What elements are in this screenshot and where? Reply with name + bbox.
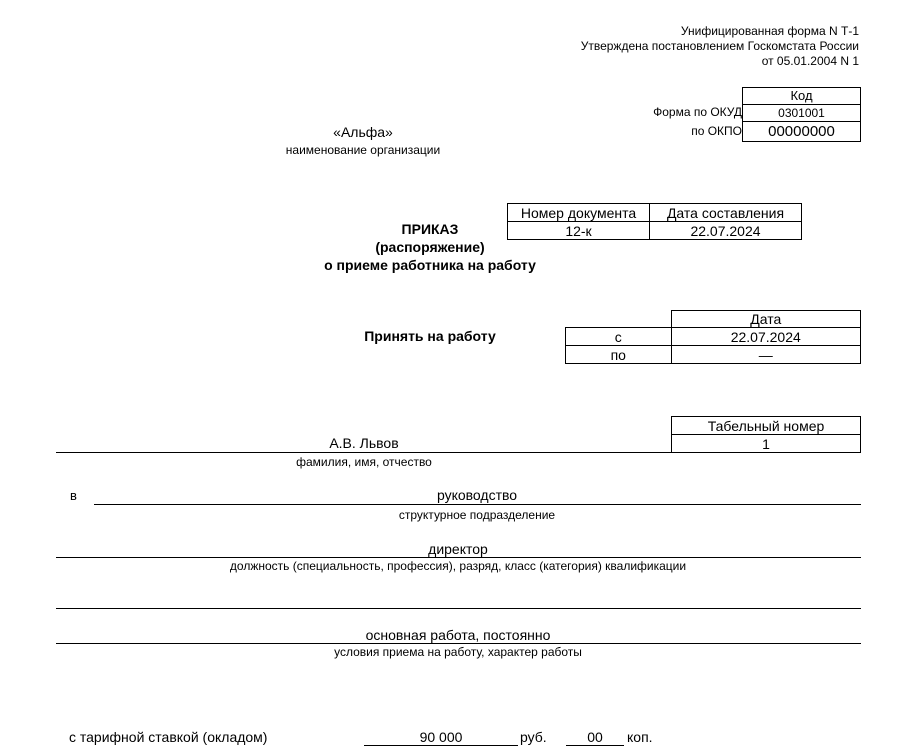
department-line	[94, 504, 861, 505]
hire-to-label: по	[566, 346, 672, 364]
position-value: директор	[428, 541, 488, 557]
department-prefix: в	[70, 488, 77, 503]
hire-from-label: с	[566, 328, 672, 346]
employee-name-caption: фамилия, имя, отчество	[296, 455, 432, 469]
okud-value: 0301001	[743, 105, 861, 122]
department-caption: структурное подразделение	[398, 508, 556, 522]
salary-kop-line	[566, 745, 624, 746]
tab-number-table	[671, 416, 861, 453]
organization-caption: наименование организации	[285, 143, 441, 157]
doc-number-header: Номер документа	[508, 204, 650, 222]
position-line-2	[56, 608, 861, 609]
tab-number-header: Табельный номер	[672, 417, 861, 435]
okpo-value: 00000000	[743, 122, 861, 142]
salary-label: с тарифной ставкой (окладом)	[69, 729, 268, 745]
okud-label: Форма по ОКУД	[653, 105, 742, 119]
doc-date: 22.07.2024	[650, 222, 802, 240]
approval-text: Утверждена постановлением Госкомстата России	[580, 39, 859, 53]
title-prikaz: ПРИКАЗ	[401, 221, 459, 237]
salary-kop-unit: коп.	[627, 729, 653, 745]
okpo-label: по ОКПО	[691, 124, 742, 138]
doc-date-header: Дата составления	[650, 204, 802, 222]
title-subject: о приеме работника на работу	[324, 257, 536, 273]
title-rasporyazhenie: (распоряжение)	[375, 239, 485, 255]
tab-number-value: 1	[672, 435, 861, 453]
form-name: Унифицированная форма N Т-1	[680, 24, 859, 38]
codes-table	[742, 87, 861, 142]
hire-blank-corner	[566, 311, 672, 328]
employee-name-line	[56, 452, 671, 453]
salary-rub-unit: руб.	[520, 729, 547, 745]
organization-name: «Альфа»	[333, 124, 393, 140]
department-value: руководство	[436, 487, 518, 503]
doc-number: 12-к	[508, 222, 650, 240]
salary-kop-value: 00	[587, 729, 603, 745]
conditions-line	[56, 643, 861, 644]
position-caption: должность (специальность, профессия), разряд, класс (категория) квалификации	[229, 559, 687, 573]
hire-label: Принять на работу	[364, 328, 496, 344]
hire-date-header: Дата	[671, 311, 861, 328]
codes-header: Код	[743, 88, 861, 105]
hire-to-date: —	[671, 346, 861, 364]
position-line	[56, 557, 861, 558]
salary-rub-line	[364, 745, 518, 746]
conditions-value: основная работа, постоянно	[365, 627, 551, 643]
conditions-caption: условия приема на работу, характер работы	[334, 645, 582, 659]
hire-dates-table	[565, 310, 861, 364]
hire-from-date: 22.07.2024	[671, 328, 861, 346]
salary-rub-value: 90 000	[419, 729, 463, 745]
employee-name: А.В. Львов	[329, 435, 399, 451]
approval-date: от 05.01.2004 N 1	[761, 54, 859, 68]
